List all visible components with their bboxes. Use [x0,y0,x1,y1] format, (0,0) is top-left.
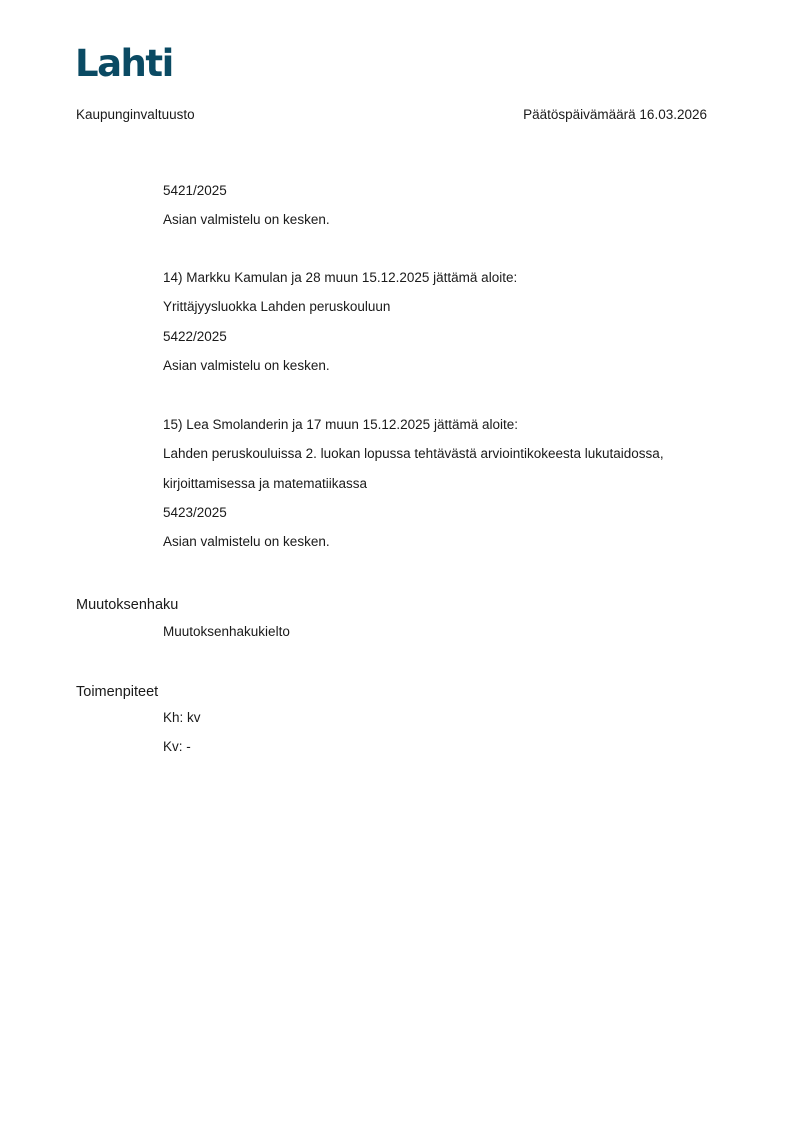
item-13-status: Asian valmistelu on kesken. [163,212,330,228]
item-15-heading: 15) Lea Smolanderin ja 17 muun 15.12.2025 jättämä aloite: [163,417,518,432]
appeal-heading: Muutoksenhaku [76,597,179,613]
item-14-number: 5422/2025 [163,328,227,344]
appeal-block [163,623,733,652]
item-15-number: 5423/2025 [163,504,227,520]
item-14-title: Yrittäjyysluokka Lahden peruskouluun [163,299,391,315]
actions-block [163,709,733,768]
actions-heading: Toimenpiteet [76,684,159,700]
decision-body: Kaupunginvaltuusto [76,107,195,122]
actions-kv: Kv: - [163,739,191,755]
item-15-title-line-1: Lahden peruskouluissa 2. luokan lopussa tehtävästä arviointikokeesta lukutaidossa, [163,446,664,462]
item-13-number: 5421/2025 [163,183,227,198]
item-13-block [163,182,733,241]
item-14-status: Asian valmistelu on kesken. [163,357,330,373]
item-14-block [163,269,733,386]
decision-date: Päätöspäivämäärä 16.03.2026 [523,107,707,122]
item-15-block [163,416,733,562]
item-14-heading: 14) Markku Kamulan ja 28 muun 15.12.2025 jättämä aloite: [163,270,518,285]
appeal-text: Muutoksenhakukielto [163,624,290,639]
item-15-title-line-2: kirjoittamisessa ja matematiikassa [163,475,368,491]
actions-kh: Kh: kv [163,710,201,725]
item-15-status: Asian valmistelu on kesken. [163,534,330,550]
lahti-logo: Lahti [75,42,173,85]
